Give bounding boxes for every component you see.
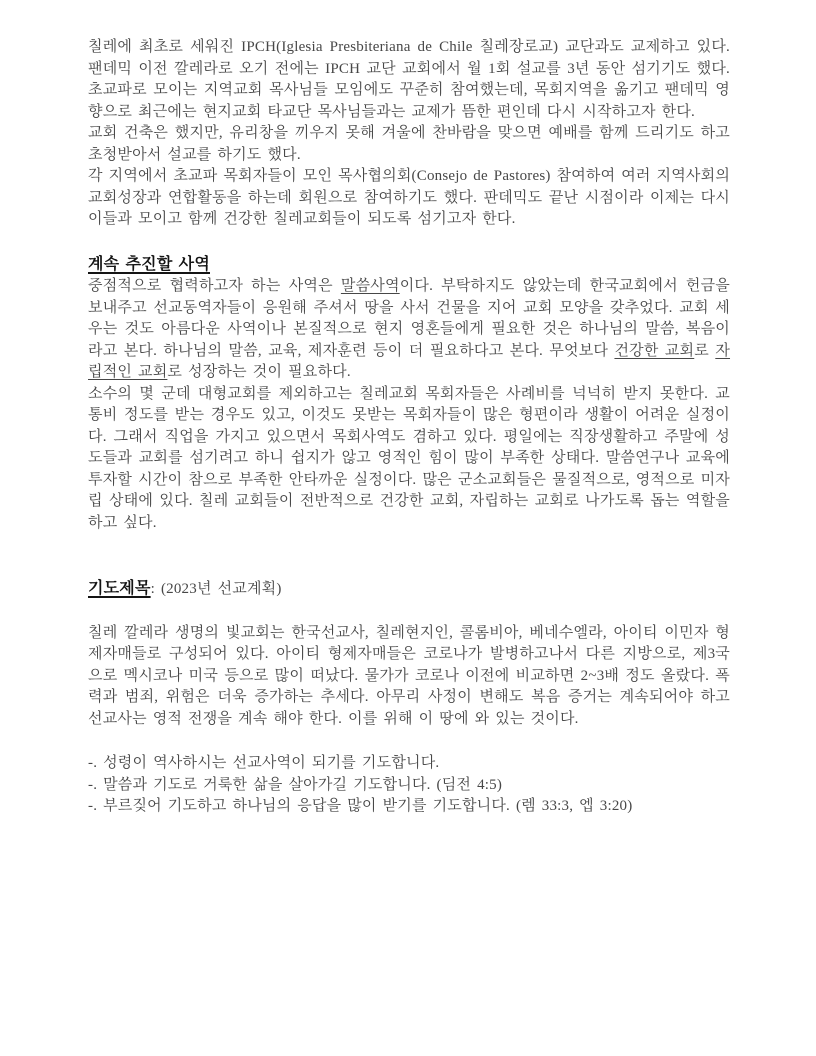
text-segment: 로 xyxy=(694,342,716,359)
underlined-phrase: 건강한 교회 xyxy=(614,342,695,359)
prayer-list xyxy=(88,753,730,818)
underlined-phrase: 말씀사역 xyxy=(340,278,400,294)
ongoing-ministry-heading: 계속 추진할 사역 xyxy=(88,255,210,273)
para-church-building: 교회 건축은 했지만, 유리창을 끼우지 못해 겨울에 찬바람을 맞으면 예배를 함께 드리기도 하고 초청받아서 설교를 하기도 했다. xyxy=(88,125,730,163)
text-segment: 중점적으로 협력하고자 하는 사역은 xyxy=(88,278,341,294)
para-ipch-fellowship: 칠레에 최초로 세워진 IPCH(Iglesia Presbiteriana de Chile 칠레장로교) 교단과도 교제하고 있다. 팬데믹 이전 깔레라로 오기 전에는 IPCH 교단 교회에서 월 1회 설교를 3년 동안 섬기기도 했다. 초교파로 모이는 지역교회 목사님들 모임에도 꾸준히 참여했는데, 목회지역을 옮기고 팬데믹 영향으로 최근에는 현지교회 타교단 목사님들과는 교제가 뜸한 편인데 다시 시작하고자 한다. xyxy=(88,39,730,120)
prayer-topics-heading: 기도제목 xyxy=(88,580,151,597)
prayer-item: -. 성령이 역사하시는 선교사역이 되기를 기도합니다. xyxy=(88,755,440,771)
underlined-phrase: 자립적인 교회 xyxy=(88,342,731,380)
para-calera-church: 칠레 깔레라 생명의 빛교회는 한국선교사, 칠레현지인, 콜롬비아, 베네수엘라, 아이티 이민자 형제자매들로 구성되어 있다. 아이티 형제자매들은 코로나가 발병하고나서 다른 지방으로, 제3국으로 멕시코나 미국 등으로 많이 떠났다. 물가가 코로나 이전에 비교하면 2~3배 정도 올랐다. 폭력과 범죄, 위험은 더욱 증가하는 추세다. 아무리 사정이 변해도 복음 증거는 계속되어야 하고 선교사는 영적 전쟁을 계속 해야 한다. 이를 위해 이 땅에 와 있는 것이다. xyxy=(88,624,730,727)
prayer-heading-row xyxy=(88,578,730,601)
text-segment: 로 성장하는 것이 필요하다. xyxy=(167,364,351,380)
para-word-ministry xyxy=(88,276,730,384)
para-pastors-council: 각 지역에서 초교파 목회자들이 모인 목사협의회(Consejo de Pastores) 참여하여 여러 지역사회의 교회성장과 연합활동을 하는데 회원으로 참여하기도 했다. 판데믹도 끝난 시점이라 이제는 다시 이들과 모이고 함께 건강한 칠레교회들이 되도록 섬기고자 한다. xyxy=(88,168,731,227)
text-segment: 이다. 부탁하지도 않았는데 한국교회에서 헌금을 보내주고 선교동역자들이 응원해 주셔서 땅을 사서 건물을 지어 교회 모양을 갖추었다. 교회 세우는 것도 아름다운 사역이나 본질적으로 현지 영혼들에게 필요한 것은 하나님의 말씀, 복음이라고 본다. 하나님의 말씀, 교육, 제자훈련 등이 더 필요하다고 본다. 무엇보다 xyxy=(88,278,730,359)
prayer-item: -. 말씀과 기도로 거룩한 삶을 살아가길 기도합니다. (딤전 4:5) xyxy=(88,776,503,793)
prayer-heading-suffix: : (2023년 선교계획) xyxy=(150,581,282,597)
section-heading-row xyxy=(88,231,730,277)
document-content xyxy=(88,37,730,818)
para-self-support: 소수의 몇 군데 대형교회를 제외하고는 칠레교회 목회자들은 사례비를 넉넉히 받지 못한다. 교통비 정도를 받는 경우도 있고, 이것도 못받는 목회자들이 많은 형편이라 생활이 어려운 실정이다. 그래서 직업을 가지고 있으면서 목회사역도 겸하고 있다. 평일에는 직장생활하고 주말에 성도들과 교회를 섬기려고 하니 쉽지가 않고 영적인 힘이 많이 부족한 상태다. 말씀연구나 교육에 투자할 시간이 참으로 부족한 안타까운 실정이다. 많은 군소교회들은 물질적으로, 영적으로 미자립 상태에 있다. 칠레 교회들이 전반적으로 건강한 교회, 자립하는 교회로 나가도록 돕는 역할을 하고 싶다. xyxy=(88,385,730,531)
prayer-item: -. 부르짖어 기도하고 하나님의 응답을 많이 받기를 기도합니다. (렘 33:3, 엡 3:20) xyxy=(88,798,633,814)
